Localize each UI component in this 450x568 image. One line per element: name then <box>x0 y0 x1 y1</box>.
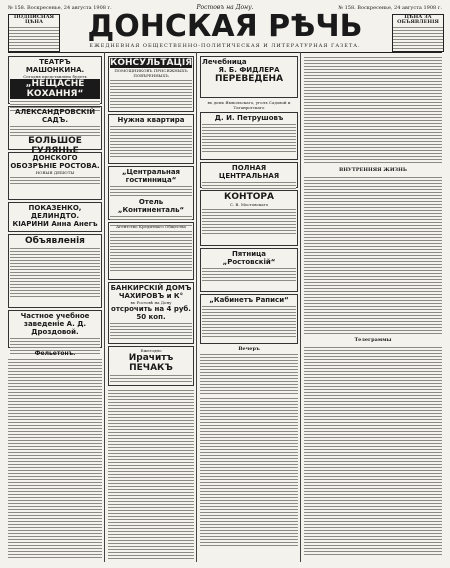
friday-ad <box>200 248 298 292</box>
performers-ad-sub: КІАРИНИ Анна Анегъ <box>12 220 98 228</box>
clinic-title: Лечебница <box>202 58 247 66</box>
header-rule <box>8 52 442 53</box>
ad-price-box <box>392 14 444 52</box>
petrushev-title: Д. И. Петрушовъ <box>214 114 284 122</box>
column-4-text-mid <box>304 175 442 335</box>
garden-ad-title: АЛЕКСАНДРОВСКІЙ САДЪ. <box>14 108 96 124</box>
feuilleton-title: Фельетонъ. <box>34 350 76 357</box>
bank-title: БАНКИРСКІЙ ДОМЪ ЧАХИРОВЪ и К° <box>110 284 192 300</box>
office-name: С. В. Мостовскаго <box>229 202 269 207</box>
courtyard-title: „Ростовскій“ <box>222 258 276 266</box>
consultation-ad <box>108 56 194 112</box>
column-3 <box>200 55 298 560</box>
subscription-box-title: ПОДПИСНАЯ ЦѢНА <box>13 14 55 25</box>
trader-ad <box>108 346 194 386</box>
column-3-text <box>200 396 298 546</box>
school-ad <box>8 310 102 348</box>
trader-title: Ирачитъ ПЕЧАКЪ <box>128 353 174 373</box>
notices-title: Объявленія <box>25 236 85 246</box>
consultation-title: КОНСУЛЬТАЦІЯ <box>110 58 193 68</box>
school-ad-title: Частное учебное заведеніе А. Д. Дроздовой. <box>20 312 90 336</box>
petrushev-ad <box>200 112 298 160</box>
credit-title: Агентство Кредитнаго Общества <box>116 224 186 229</box>
garden-ad <box>8 106 102 156</box>
credit-ad <box>108 222 194 280</box>
office-ad <box>200 190 298 246</box>
bank-ad <box>108 282 194 344</box>
masthead-title: ДОНСКАЯ РѢЧЬ <box>87 9 363 44</box>
trader-sub: Ежегодно <box>140 348 162 353</box>
performers-ad-title: ПОКАЗЕНКО, ДЕЛИНДТО. <box>28 204 82 220</box>
theatre-ad-title: ТЕАТРЪ МАШОНКИНА. <box>25 58 85 74</box>
column-1 <box>8 55 102 560</box>
office-title: КОНТОРА <box>224 192 274 202</box>
friday-title: Пятница <box>231 250 267 258</box>
feuilleton <box>8 350 102 560</box>
consultation-sub: ПОМОЩНИКОВЪ ПРИСЯЖНЫХЪ ПОВѢРЕННЫХЪ <box>114 68 188 78</box>
kontora-title: „Кабинетъ Раписи“ <box>209 296 289 304</box>
apartment-ad <box>108 114 194 164</box>
review-ad-sub: НОВЫЯ ДЕБЮТЫ <box>35 170 75 175</box>
review-ad-title: ДОНСКОГО <box>32 154 78 162</box>
city-line: Ростовъ на Дону. <box>196 4 254 11</box>
issue-right: № 158. Воскресенье, 24 августа 1908 г. <box>338 5 442 11</box>
review-ad <box>8 152 102 200</box>
kontora-ad <box>200 294 298 344</box>
pharmacy-ad <box>200 162 298 188</box>
column-2 <box>108 55 194 560</box>
subscription-box <box>8 14 60 52</box>
apartment-title: Нужна квартира <box>117 116 185 124</box>
news-title: ВНУТРЕННЯЯ ЖИЗНЬ <box>338 167 408 173</box>
hotel-ad <box>108 166 194 220</box>
bank-rate: отсрочить на 4 руб. 50 коп. <box>111 305 191 321</box>
column-2-text <box>108 388 194 560</box>
performers-ad <box>8 202 102 232</box>
column-4-text-bottom <box>304 345 442 555</box>
column-4-text-top <box>304 55 442 165</box>
bank-sub: въ Ростовѣ на Дону <box>130 300 172 305</box>
issue-left: № 158. Воскресенье, 24 августа 1908 г. <box>8 5 112 11</box>
hotel-title: „Центральная гостинница“ <box>121 168 181 184</box>
theatre-ad-sub: Сегодня представлено будетъ <box>23 74 87 79</box>
vesper-block <box>200 346 298 396</box>
notices-block <box>8 234 102 308</box>
hotel2-title: Отель „Континенталь“ <box>117 198 185 214</box>
clinic-ad <box>200 56 298 98</box>
fidler-sub: въ домъ Ямпольскаго, уголъ Садовой и Таганрогскаго <box>207 100 291 110</box>
vesper-title: Вечеръ <box>238 346 260 352</box>
masthead-subtitle: ЕЖЕДНЕВНАЯ ОБЩЕСТВЕННО-ПОЛИТИЧЕСКАЯ И ЛИТЕРАТУРНАЯ ГАЗЕТА. <box>89 43 361 49</box>
fidler-big: ПЕРЕВЕДЕНА <box>214 74 284 84</box>
theatre-ad-play: „НЕЩАСНЕ КОХАННЯ“ <box>10 79 100 99</box>
theatre-ad <box>8 56 102 104</box>
garden-ad-big: БОЛЬШОЕ ГУЛЯНЬЕ <box>28 136 82 156</box>
telegrams-title: Телеграммы <box>354 337 392 343</box>
fidler-title: Я. Б. ФИДЛЕРА <box>218 66 280 74</box>
column-4 <box>304 55 442 560</box>
review-ad-big: ОБОЗРѢНІЕ РОСТОВА. <box>10 162 100 170</box>
ad-price-box-title: ЦѢНА ЗА ОБЪЯВЛЕНІЯ <box>397 14 439 25</box>
pharmacy-title: ПОЛНАЯ ЦЕНТРАЛЬНАЯ <box>218 164 280 180</box>
